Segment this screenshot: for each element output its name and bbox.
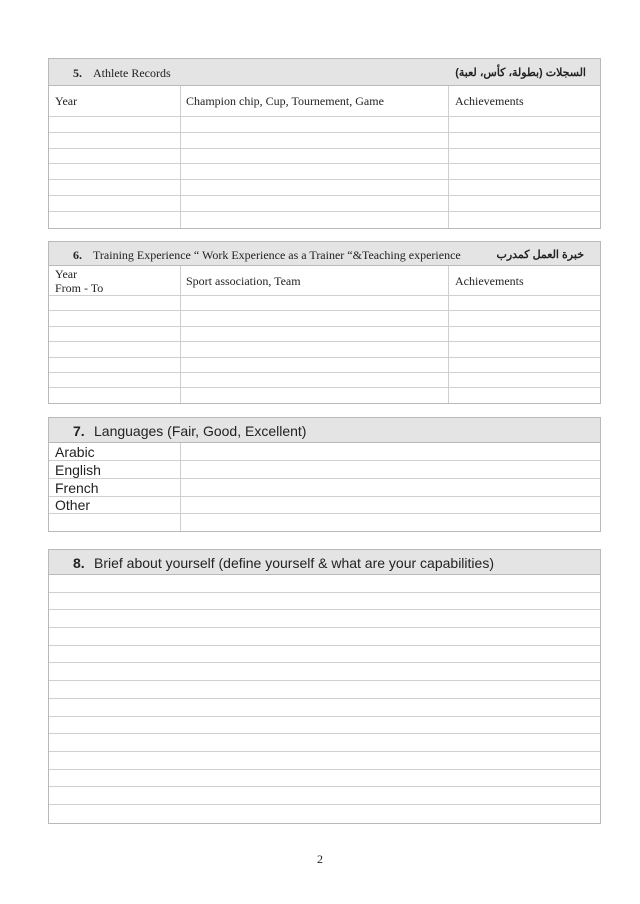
- language-row[interactable]: [49, 461, 600, 479]
- writing-line[interactable]: [49, 663, 600, 681]
- section-number: 7.: [73, 423, 85, 439]
- writing-line[interactable]: [49, 699, 600, 717]
- language-label-arabic: Arabic: [55, 444, 95, 460]
- languages-table: [49, 443, 600, 531]
- table-row[interactable]: [49, 149, 600, 165]
- writing-line[interactable]: [49, 575, 600, 593]
- brief-section: [48, 549, 601, 824]
- section-title: Training Experience “ Work Experience as a Trainer “&Teaching experience: [93, 248, 461, 262]
- table-row[interactable]: [49, 212, 600, 227]
- table-header-row: [49, 266, 600, 296]
- athlete-records-header: [49, 59, 600, 86]
- table-row[interactable]: [49, 358, 600, 373]
- writing-line[interactable]: [49, 787, 600, 805]
- training-experience-table: [49, 266, 600, 403]
- athlete-records-section: [48, 58, 601, 229]
- column-header-sport-association: Sport association, Team: [186, 274, 301, 288]
- table-row[interactable]: [49, 296, 600, 311]
- table-header-row: [49, 86, 600, 117]
- table-row[interactable]: [49, 373, 600, 388]
- table-row[interactable]: [49, 164, 600, 180]
- column-header-achievements: Achievements: [455, 274, 524, 288]
- page-number: 2: [317, 852, 323, 866]
- table-row[interactable]: [49, 180, 600, 196]
- section-number: 5.: [73, 66, 82, 80]
- languages-header: [49, 418, 600, 443]
- language-label-other: Other: [55, 497, 91, 513]
- brief-header: [49, 550, 600, 575]
- language-row[interactable]: [49, 479, 600, 497]
- table-row[interactable]: [49, 133, 600, 149]
- language-row[interactable]: [49, 497, 600, 514]
- column-header-achievements: Achievements: [455, 94, 524, 108]
- languages-section: [48, 417, 601, 532]
- column-header-year: Year: [55, 267, 78, 281]
- writing-line[interactable]: [49, 770, 600, 788]
- language-row[interactable]: [49, 443, 600, 461]
- section-title-arabic: السجلات (بطولة، كأس، لعبة): [455, 67, 586, 79]
- section-number: 6.: [73, 248, 82, 262]
- writing-line[interactable]: [49, 717, 600, 735]
- language-label-french: French: [55, 480, 99, 496]
- writing-line[interactable]: [49, 628, 600, 646]
- writing-line[interactable]: [49, 593, 600, 611]
- table-row[interactable]: [49, 327, 600, 342]
- section-title: Athlete Records: [93, 66, 171, 80]
- section-title: Brief about yourself (define yourself & what are your capabilities): [94, 555, 494, 571]
- section-number: 8.: [73, 555, 85, 571]
- athlete-records-table: [49, 86, 600, 228]
- writing-line[interactable]: [49, 681, 600, 699]
- writing-line[interactable]: [49, 734, 600, 752]
- table-row[interactable]: [49, 117, 600, 133]
- column-header-from-to: From - To: [55, 281, 104, 295]
- column-header-year: Year: [55, 94, 78, 108]
- writing-line[interactable]: [49, 610, 600, 628]
- writing-line[interactable]: [49, 752, 600, 770]
- table-row[interactable]: [49, 196, 600, 212]
- writing-line[interactable]: [49, 805, 600, 823]
- table-row[interactable]: [49, 388, 600, 403]
- section-title: Languages (Fair, Good, Excellent): [94, 423, 307, 439]
- training-experience-header: [49, 242, 600, 266]
- language-row[interactable]: [49, 514, 600, 531]
- brief-lines[interactable]: [49, 575, 600, 823]
- column-header-championship: Champion chip, Cup, Tournement, Game: [186, 94, 384, 108]
- language-label-english: English: [55, 462, 101, 478]
- table-row[interactable]: [49, 342, 600, 357]
- section-title-arabic: خبرة العمل كمدرب: [496, 249, 584, 261]
- writing-line[interactable]: [49, 646, 600, 664]
- training-experience-section: [48, 241, 601, 404]
- table-row[interactable]: [49, 311, 600, 326]
